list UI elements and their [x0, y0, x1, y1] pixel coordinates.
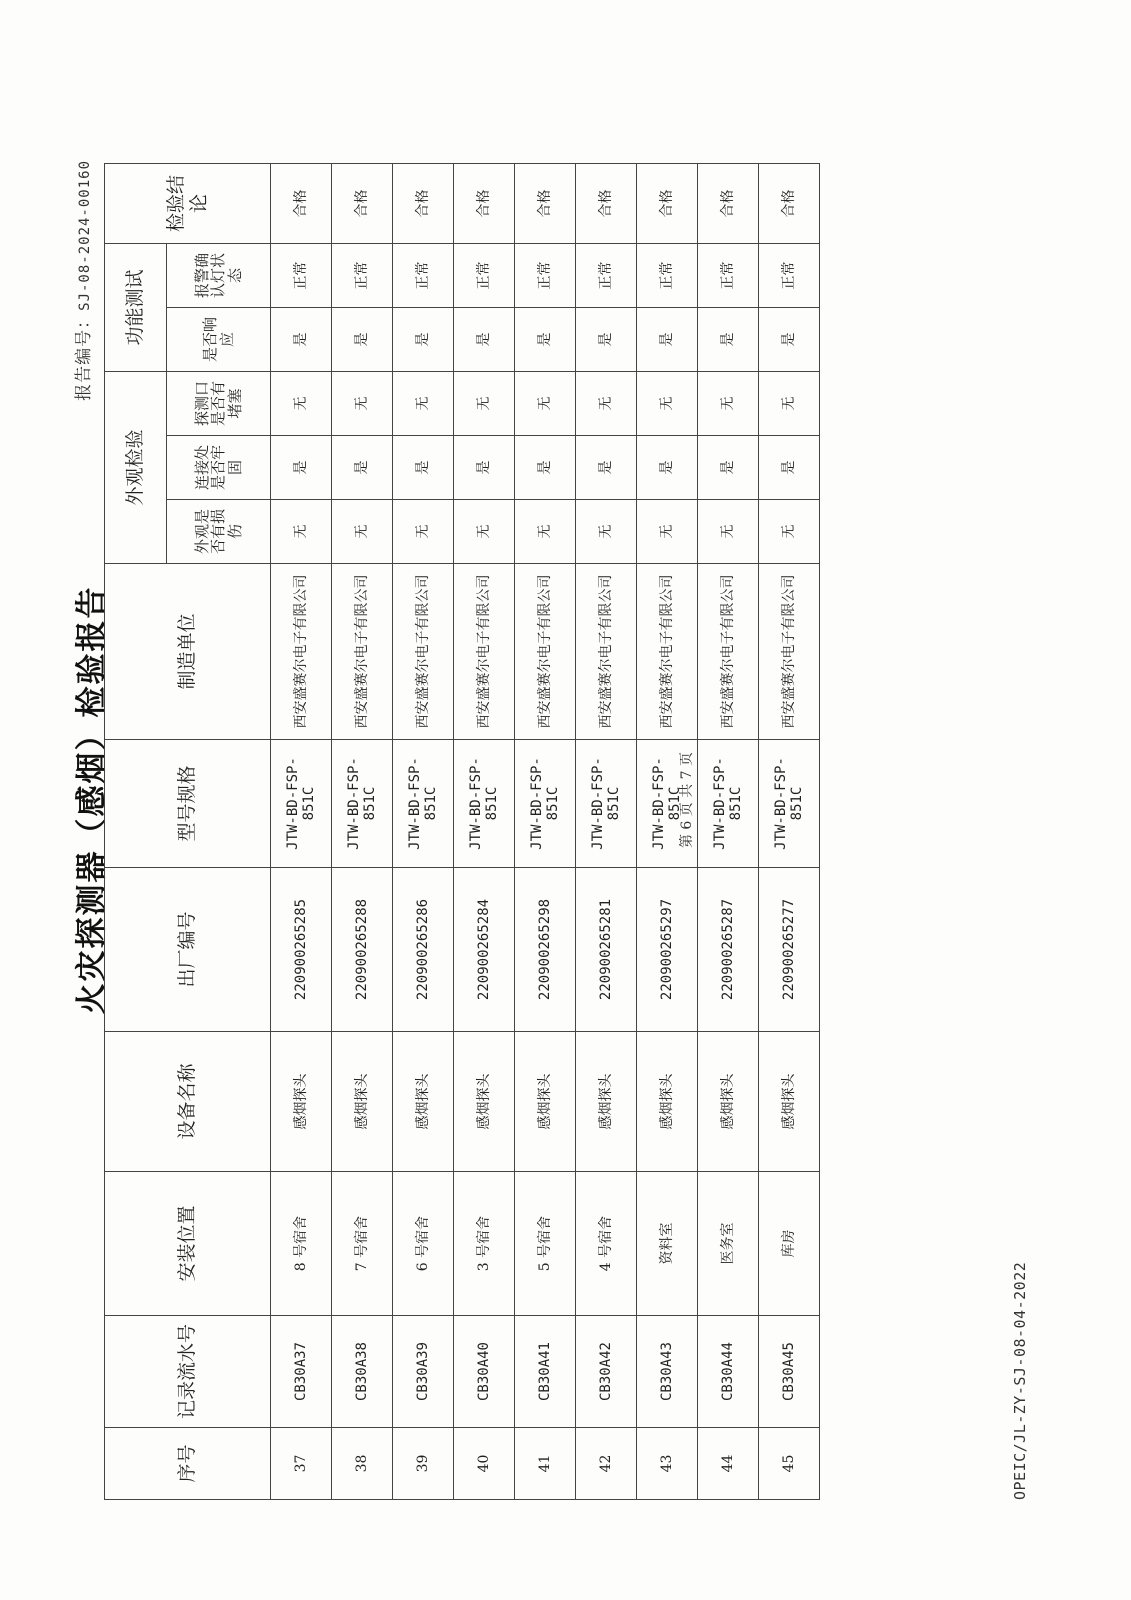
cell-damage: 无 — [697, 500, 758, 564]
cell-manufacturer: 西安盛赛尔电子有限公司 — [697, 564, 758, 740]
cell-alarm: 正常 — [697, 243, 758, 307]
cell-response: 是 — [697, 307, 758, 371]
cell-damage: 无 — [453, 500, 514, 564]
cell-conclusion: 合格 — [453, 163, 514, 243]
cell-seq: 39 — [392, 1428, 453, 1500]
cell-device-name: 感烟探头 — [331, 1032, 392, 1172]
cell-response: 是 — [636, 307, 697, 371]
cell-seq: 42 — [575, 1428, 636, 1500]
cell-manufacturer: 西安盛赛尔电子有限公司 — [270, 564, 331, 740]
cell-blocked: 无 — [270, 371, 331, 435]
cell-firm: 是 — [636, 436, 697, 500]
cell-device-name: 感烟探头 — [697, 1032, 758, 1172]
cell-record-no: CB30A38 — [331, 1316, 392, 1428]
cell-model: JTW-BD-FSP-851C — [636, 740, 697, 868]
cell-location: 资料室 — [636, 1172, 697, 1316]
form-code: OPEIC/JL-ZY-SJ-08-04-2022 — [1010, 1261, 1029, 1500]
cell-blocked: 无 — [575, 371, 636, 435]
cell-record-no: CB30A37 — [270, 1316, 331, 1428]
cell-record-no: CB30A40 — [453, 1316, 514, 1428]
cell-model: JTW-BD-FSP-851C — [453, 740, 514, 868]
header-location: 安装位置 — [104, 1172, 270, 1316]
cell-response: 是 — [758, 307, 819, 371]
header-device-name: 设备名称 — [104, 1032, 270, 1172]
cell-location: 医务室 — [697, 1172, 758, 1316]
cell-firm: 是 — [331, 436, 392, 500]
cell-blocked: 无 — [636, 371, 697, 435]
cell-seq: 44 — [697, 1428, 758, 1500]
cell-blocked: 无 — [697, 371, 758, 435]
cell-location: 8 号宿舍 — [270, 1172, 331, 1316]
cell-location: 库房 — [758, 1172, 819, 1316]
cell-factory-no: 220900265288 — [331, 868, 392, 1032]
cell-alarm: 正常 — [758, 243, 819, 307]
cell-device-name: 感烟探头 — [514, 1032, 575, 1172]
cell-device-name: 感烟探头 — [636, 1032, 697, 1172]
cell-damage: 无 — [636, 500, 697, 564]
cell-factory-no: 220900265281 — [575, 868, 636, 1032]
cell-model: JTW-BD-FSP-851C — [758, 740, 819, 868]
cell-location: 4 号宿舍 — [575, 1172, 636, 1316]
cell-manufacturer: 西安盛赛尔电子有限公司 — [514, 564, 575, 740]
report-number-line — [69, 160, 94, 401]
cell-conclusion: 合格 — [575, 163, 636, 243]
cell-manufacturer: 西安盛赛尔电子有限公司 — [575, 564, 636, 740]
cell-device-name: 感烟探头 — [758, 1032, 819, 1172]
cell-device-name: 感烟探头 — [392, 1032, 453, 1172]
cell-alarm: 正常 — [331, 243, 392, 307]
cell-factory-no: 220900265277 — [758, 868, 819, 1032]
header-manufacturer: 制造单位 — [104, 564, 270, 740]
rotated-page — [66, 100, 1066, 1500]
cell-firm: 是 — [758, 436, 819, 500]
cell-damage: 无 — [514, 500, 575, 564]
cell-manufacturer: 西安盛赛尔电子有限公司 — [453, 564, 514, 740]
cell-firm: 是 — [270, 436, 331, 500]
cell-alarm: 正常 — [453, 243, 514, 307]
cell-model: JTW-BD-FSP-851C — [514, 740, 575, 868]
cell-response: 是 — [270, 307, 331, 371]
header-appearance-group: 外观检验 — [104, 371, 166, 563]
cell-factory-no: 220900265285 — [270, 868, 331, 1032]
table-row — [697, 163, 758, 1499]
cell-manufacturer: 西安盛赛尔电子有限公司 — [392, 564, 453, 740]
cell-record-no: CB30A41 — [514, 1316, 575, 1428]
table-row — [392, 163, 453, 1499]
cell-manufacturer: 西安盛赛尔电子有限公司 — [331, 564, 392, 740]
cell-response: 是 — [575, 307, 636, 371]
table-row — [575, 163, 636, 1499]
cell-seq: 37 — [270, 1428, 331, 1500]
inspection-table — [104, 163, 820, 1500]
cell-seq: 43 — [636, 1428, 697, 1500]
header-model: 型号规格 — [104, 740, 270, 868]
cell-response: 是 — [392, 307, 453, 371]
cell-model: JTW-BD-FSP-851C — [697, 740, 758, 868]
cell-record-no: CB30A45 — [758, 1316, 819, 1428]
cell-response: 是 — [331, 307, 392, 371]
cell-alarm: 正常 — [514, 243, 575, 307]
cell-conclusion: 合格 — [758, 163, 819, 243]
cell-response: 是 — [514, 307, 575, 371]
cell-blocked: 无 — [758, 371, 819, 435]
cell-conclusion: 合格 — [392, 163, 453, 243]
cell-factory-no: 220900265284 — [453, 868, 514, 1032]
cell-firm: 是 — [697, 436, 758, 500]
table-row — [331, 163, 392, 1499]
cell-record-no: CB30A44 — [697, 1316, 758, 1428]
cell-damage: 无 — [758, 500, 819, 564]
cell-alarm: 正常 — [392, 243, 453, 307]
page-footer: 第 6 页 共 7 页 — [678, 751, 695, 849]
cell-model: JTW-BD-FSP-851C — [331, 740, 392, 868]
table-row — [758, 163, 819, 1499]
cell-damage: 无 — [270, 500, 331, 564]
cell-record-no: CB30A42 — [575, 1316, 636, 1428]
cell-conclusion: 合格 — [270, 163, 331, 243]
cell-factory-no: 220900265286 — [392, 868, 453, 1032]
cell-conclusion: 合格 — [636, 163, 697, 243]
cell-seq: 40 — [453, 1428, 514, 1500]
header-alarm-light: 报警确认灯状态 — [166, 243, 270, 307]
header-connection-firm: 连接处是否牢固 — [166, 436, 270, 500]
header-factory-no: 出厂编号 — [104, 868, 270, 1032]
cell-blocked: 无 — [392, 371, 453, 435]
cell-location: 3 号宿舍 — [453, 1172, 514, 1316]
cell-factory-no: 220900265297 — [636, 868, 697, 1032]
cell-firm: 是 — [392, 436, 453, 500]
cell-manufacturer: 西安盛赛尔电子有限公司 — [636, 564, 697, 740]
header-response: 是否响应 — [166, 307, 270, 371]
cell-alarm: 正常 — [636, 243, 697, 307]
table-row — [514, 163, 575, 1499]
header-conclusion: 检验结论 — [104, 163, 270, 243]
cell-manufacturer: 西安盛赛尔电子有限公司 — [758, 564, 819, 740]
cell-seq: 45 — [758, 1428, 819, 1500]
cell-record-no: CB30A43 — [636, 1316, 697, 1428]
header-record-no: 记录流水号 — [104, 1316, 270, 1428]
cell-model: JTW-BD-FSP-851C — [575, 740, 636, 868]
cell-firm: 是 — [575, 436, 636, 500]
report-title: 火灾探测器（感烟）检验报告 — [73, 585, 110, 1015]
cell-blocked: 无 — [514, 371, 575, 435]
cell-seq: 38 — [331, 1428, 392, 1500]
cell-response: 是 — [453, 307, 514, 371]
cell-model: JTW-BD-FSP-851C — [270, 740, 331, 868]
cell-location: 7 号宿舍 — [331, 1172, 392, 1316]
cell-factory-no: 220900265287 — [697, 868, 758, 1032]
cell-conclusion: 合格 — [331, 163, 392, 243]
cell-device-name: 感烟探头 — [575, 1032, 636, 1172]
cell-device-name: 感烟探头 — [453, 1032, 514, 1172]
report-number-label: 报告编号： — [73, 310, 94, 401]
cell-blocked: 无 — [453, 371, 514, 435]
cell-record-no: CB30A39 — [392, 1316, 453, 1428]
report-number: SJ-08-2024-00160 — [76, 160, 93, 311]
cell-damage: 无 — [575, 500, 636, 564]
cell-factory-no: 220900265298 — [514, 868, 575, 1032]
cell-damage: 无 — [331, 500, 392, 564]
cell-location: 6 号宿舍 — [392, 1172, 453, 1316]
cell-conclusion: 合格 — [514, 163, 575, 243]
cell-seq: 41 — [514, 1428, 575, 1500]
header-port-blocked: 探测口是否有堵塞 — [166, 371, 270, 435]
header-seq: 序号 — [104, 1428, 270, 1500]
table-row — [270, 163, 331, 1499]
header-function-group: 功能测试 — [104, 243, 166, 371]
cell-alarm: 正常 — [575, 243, 636, 307]
cell-firm: 是 — [453, 436, 514, 500]
cell-location: 5 号宿舍 — [514, 1172, 575, 1316]
header-appearance-damage: 外观是否有损伤 — [166, 500, 270, 564]
cell-model: JTW-BD-FSP-851C — [392, 740, 453, 868]
cell-alarm: 正常 — [270, 243, 331, 307]
cell-blocked: 无 — [331, 371, 392, 435]
cell-conclusion: 合格 — [697, 163, 758, 243]
cell-device-name: 感烟探头 — [270, 1032, 331, 1172]
cell-firm: 是 — [514, 436, 575, 500]
cell-damage: 无 — [392, 500, 453, 564]
table-row — [453, 163, 514, 1499]
